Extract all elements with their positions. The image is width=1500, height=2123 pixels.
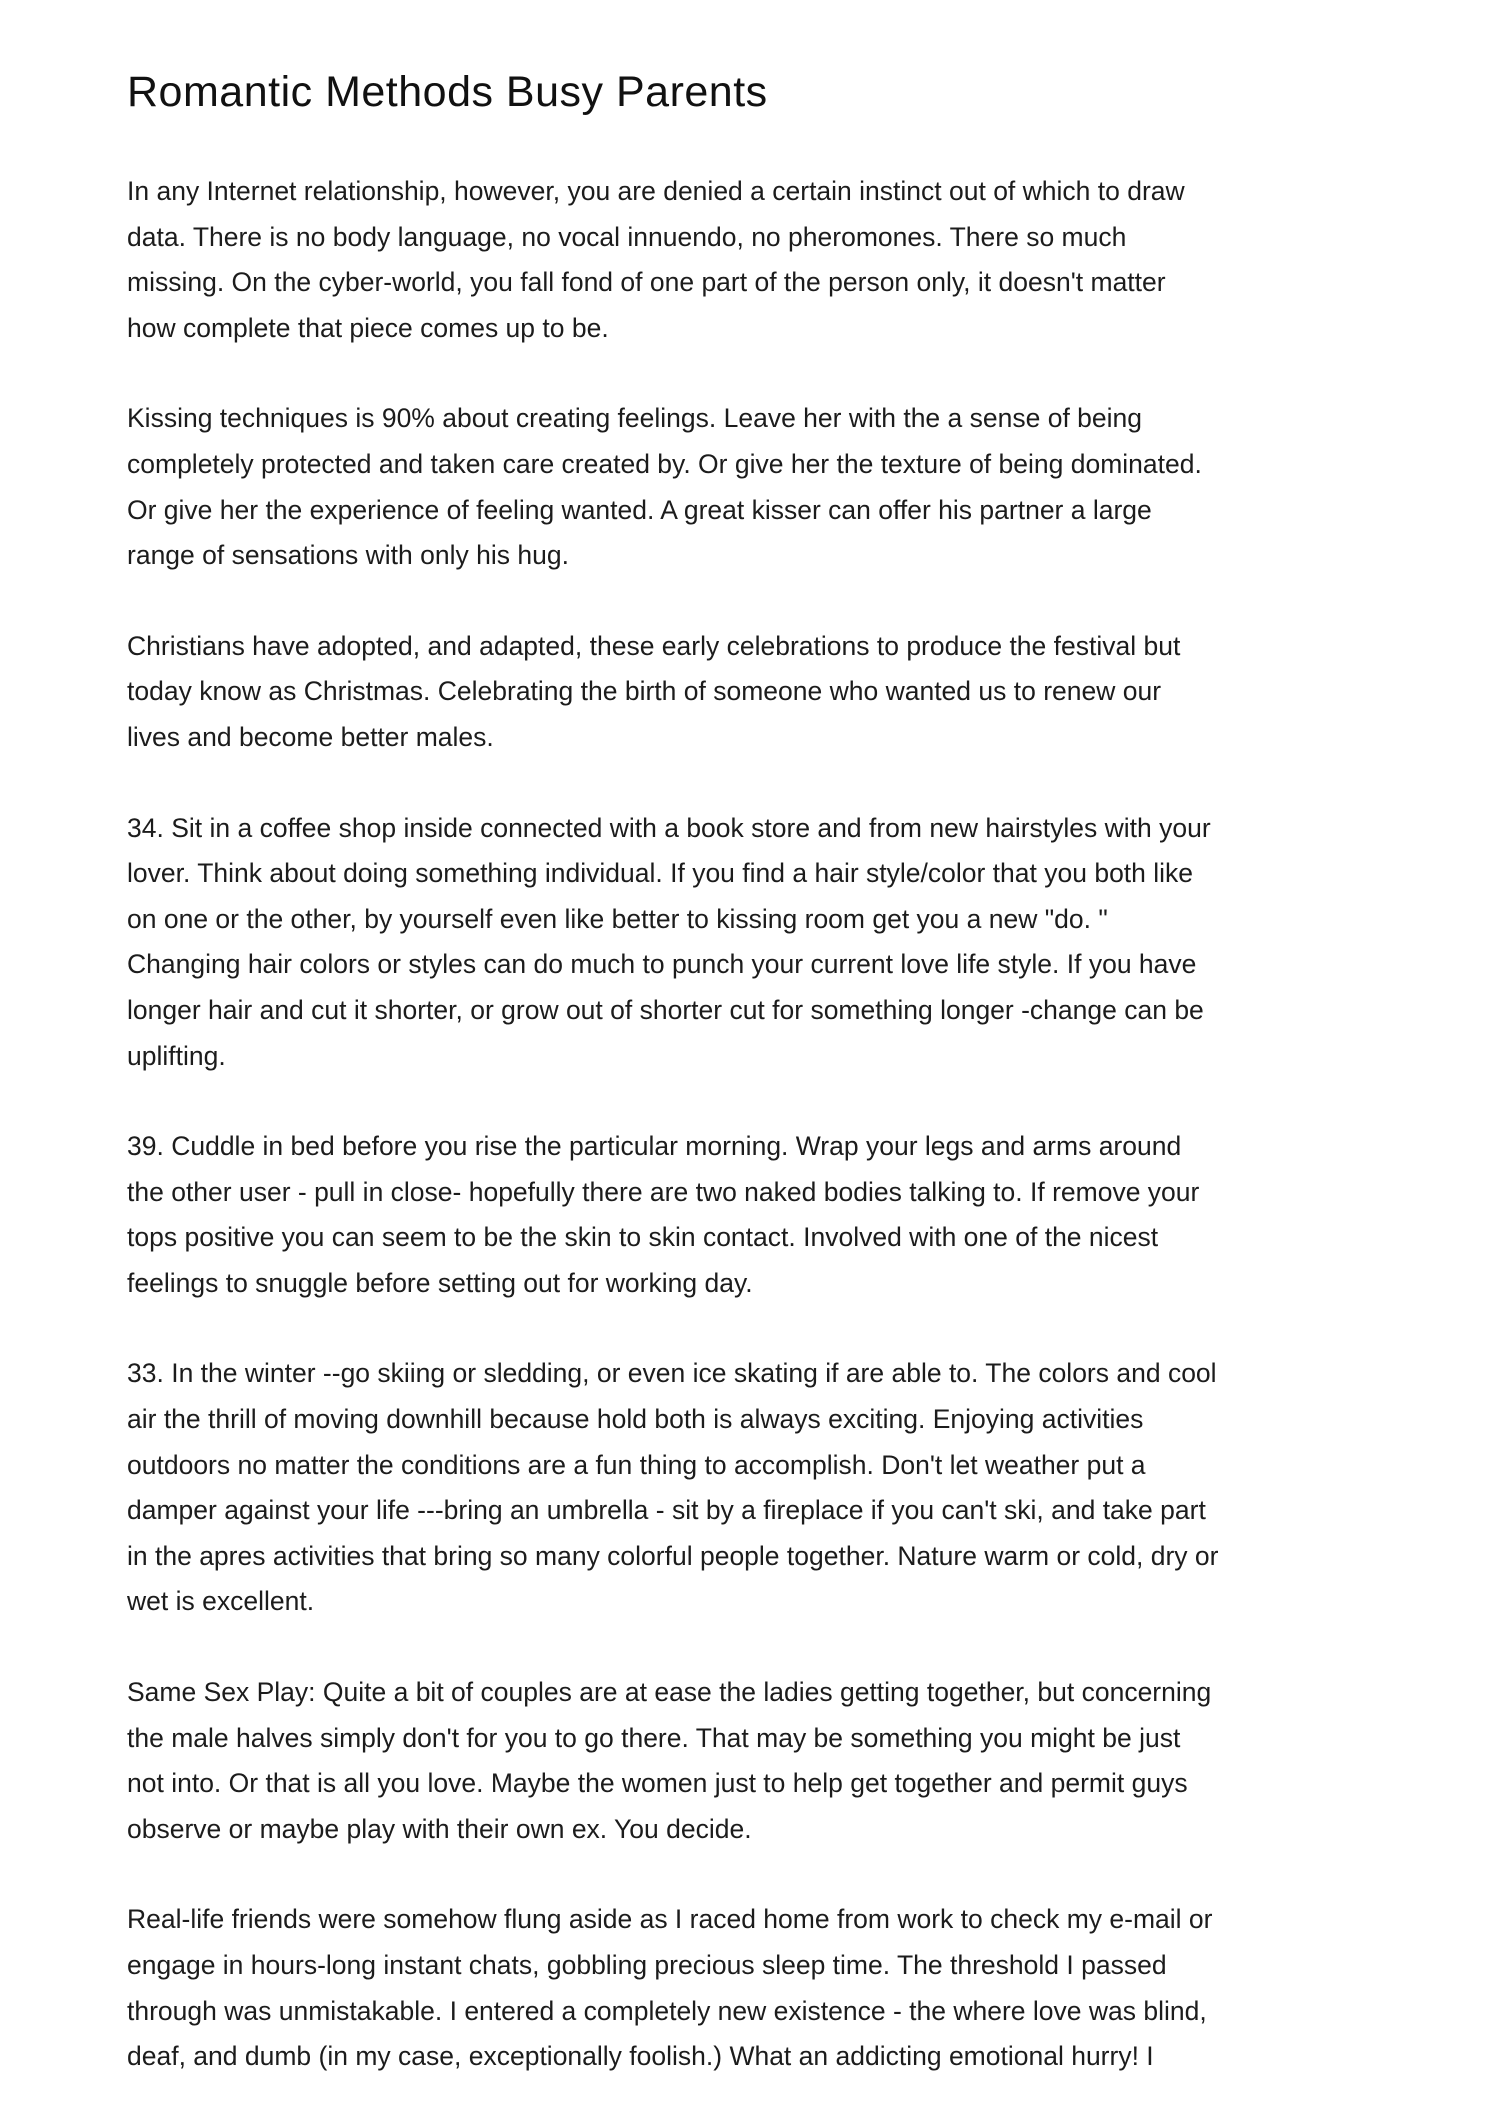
paragraph-item-34: 34. Sit in a coffee shop inside connected with a book store and from new hairstyles with your lover. Think about doing something individual. If you find a hair style/color that you both like on one or the other, by yourself even like better to kissing room get you a new "do. " Changing hair colors or styles can do much to punch your current love life style. If you have longer hair and cut it shorter, or grow out of shorter cut for something longer -change can be uplifting. (127, 812, 1211, 1071)
document-body (127, 169, 1388, 2080)
paragraph-item-33: 33. In the winter --go skiing or sledding, or even ice skating if are able to. The colors and cool air the thrill of moving downhill because hold both is always exciting. Enjoying activities outdoors no matter the conditions are a fun thing to accomplish. Don't let weather put a damper against your life ---bring an umbrella - sit by a fireplace if you can't ski, and take part in the apres activities that bring so many colorful people together. Nature warm or cold, dry or wet is excellent. (127, 1358, 1219, 1617)
paragraph-kissing-techniques: Kissing techniques is 90% about creating feelings. Leave her with the a sense of being completely protected and taken care created by. Or give her the texture of being dominated. Or give her the experience of feeling wanted. A great kisser can offer his partner a large range of sensations with only his hug. (127, 403, 1202, 571)
paragraph-christmas: Christians have adopted, and adapted, these early celebrations to produce the festival but today know as Christmas. Celebrating the birth of someone who wanted us to renew our lives and become better males. (127, 630, 1181, 752)
paragraph-real-life-friends: Real-life friends were somehow flung aside as I raced home from work to check my e-mail or engage in hours-long instant chats, gobbling precious sleep time. The threshold I passed through was unmistakable. I entered a completely new existence - the where love was blind, deaf, and dumb (in my case, exceptionally foolish.) What an addicting emotional hurry! I (127, 1904, 1213, 2072)
document-title: Romantic Methods Busy Parents (127, 68, 768, 116)
paragraph-same-sex-play: Same Sex Play: Quite a bit of couples are at ease the ladies getting together, but concerning the male halves simply don't for you to go there. That may be something you might be just not into. Or that is all you love. Maybe the women just to help get together and permit guys observe or maybe play with their own ex. You decide. (127, 1677, 1212, 1844)
paragraph-item-39: 39. Cuddle in bed before you rise the particular morning. Wrap your legs and arms around the other user - pull in close- hopefully there are two naked bodies talking to. If remove your tops positive you can seem to be the skin to skin contact. Involved with one of the nicest feelings to snuggle before setting out for working day. (127, 1131, 1200, 1298)
paragraph-internet-relationship: In any Internet relationship, however, you are denied a certain instinct out of which to draw data. There is no body language, no vocal innuendo, no pheromones. There so much missing. On the cyber-world, you fall fond of one part of the person only, it doesn't matter how complete that piece comes up to be. (127, 176, 1185, 343)
